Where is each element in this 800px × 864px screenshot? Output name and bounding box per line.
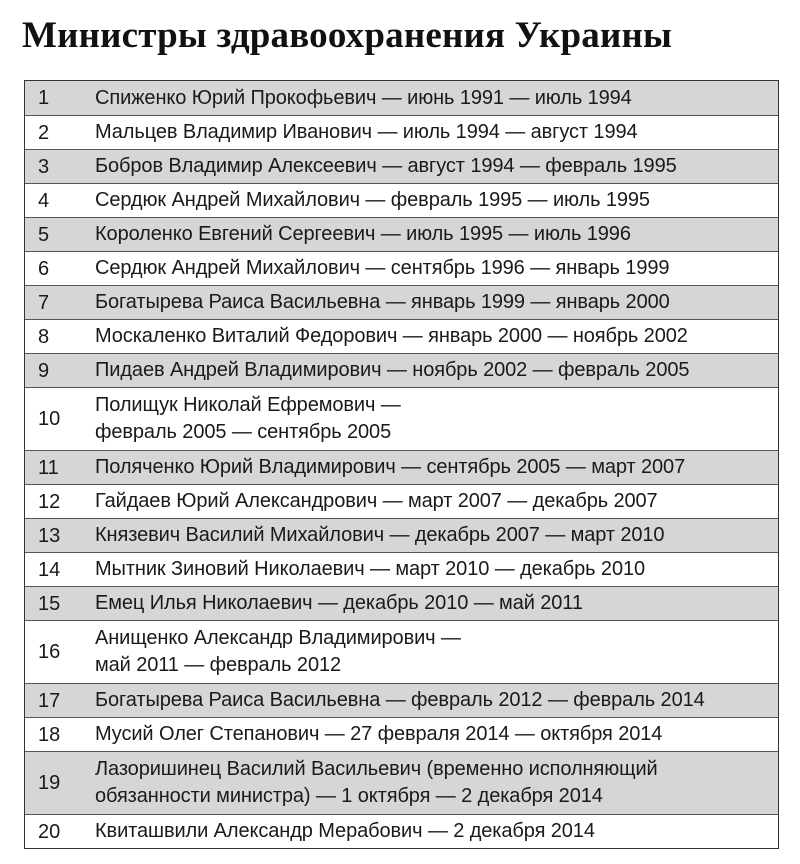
minister-entry xyxy=(95,289,778,316)
minister-entry xyxy=(95,187,778,214)
row-number: 19 xyxy=(38,772,61,794)
minister-entry-line: Спиженко Юрий Прокофьевич — июнь 1991 — июль 1994 xyxy=(95,86,632,109)
table-row xyxy=(25,217,778,251)
row-number: 6 xyxy=(38,257,50,280)
table-row xyxy=(25,183,778,217)
row-number: 15 xyxy=(38,592,61,615)
row-number: 9 xyxy=(38,359,50,382)
minister-entry-line: Князевич Василий Михайлович — декабрь 2007 — март 2010 xyxy=(95,524,665,546)
minister-entry xyxy=(95,255,778,282)
minister-entry-line: Мусий Олег Степанович — 27 февраля 2014 — октября 2014 xyxy=(95,723,663,745)
minister-entry xyxy=(95,625,778,679)
row-number: 5 xyxy=(38,223,50,246)
row-number: 2 xyxy=(38,121,50,144)
table-row xyxy=(25,620,778,683)
table-row xyxy=(25,450,778,484)
minister-entry xyxy=(95,392,778,446)
minister-entry xyxy=(95,556,778,583)
minister-entry-line: Москаленко Виталий Федорович — январь 2000 — ноябрь 2002 xyxy=(95,325,688,347)
table-row xyxy=(25,319,778,353)
minister-entry-line: Мальцев Владимир Иванович — июль 1994 — август 1994 xyxy=(95,121,638,143)
row-number: 3 xyxy=(38,155,50,178)
row-number: 17 xyxy=(38,689,61,712)
row-number: 1 xyxy=(38,87,50,109)
row-number: 18 xyxy=(38,723,61,746)
minister-entry-line: Полищук Николай Ефремович — xyxy=(95,394,401,416)
minister-entry-line: Гайдаев Юрий Александрович — март 2007 — декабрь 2007 xyxy=(95,490,658,512)
minister-entry xyxy=(95,522,778,549)
minister-entry-line: Поляченко Юрий Владимирович — сентябрь 2005 — март 2007 xyxy=(95,456,686,478)
table-row xyxy=(25,484,778,518)
ministers-table xyxy=(24,80,779,849)
minister-entry-line: Богатырева Раиса Васильевна — февраль 2012 — февраль 2014 xyxy=(95,689,705,711)
minister-entry-line: Лазоришинец Василий Васильевич (временно исполняющий xyxy=(95,758,658,780)
minister-entry-line: февраль 2005 — сентябрь 2005 xyxy=(95,421,392,443)
table-row xyxy=(25,683,778,717)
minister-entry xyxy=(95,721,778,748)
minister-entry-line: Анищенко Александр Владимирович — xyxy=(95,627,461,649)
table-row xyxy=(25,115,778,149)
row-number: 7 xyxy=(38,291,50,314)
page-title: Министры здравоохранения Украины xyxy=(22,15,673,56)
table-row xyxy=(25,518,778,552)
minister-entry xyxy=(95,153,778,180)
minister-entry-line: Квиташвили Александр Мерабович — 2 декабря 2014 xyxy=(95,820,595,842)
row-number: 10 xyxy=(38,408,61,430)
table-row xyxy=(25,81,778,115)
minister-entry-line: Мытник Зиновий Николаевич — март 2010 — декабрь 2010 xyxy=(95,558,646,580)
minister-entry xyxy=(95,756,778,810)
minister-entry xyxy=(95,590,778,617)
minister-entry-line: Короленко Евгений Сергеевич — июль 1995 — июль 1996 xyxy=(95,223,631,245)
minister-entry xyxy=(95,454,778,481)
minister-entry-line: обязанности министра) — 1 октября — 2 декабря 2014 xyxy=(95,785,603,807)
minister-entry-line: Сердюк Андрей Михайлович — февраль 1995 — июль 1995 xyxy=(95,189,650,211)
minister-entry xyxy=(95,221,778,248)
row-number: 4 xyxy=(38,189,50,212)
row-number: 13 xyxy=(38,524,61,547)
table-row xyxy=(25,814,778,848)
table-row xyxy=(25,586,778,620)
minister-entry xyxy=(95,687,778,714)
minister-entry xyxy=(95,818,778,845)
minister-entry-line: Богатырева Раиса Васильевна — январь 1999 — январь 2000 xyxy=(95,291,670,313)
minister-entry-line: Пидаев Андрей Владимирович — ноябрь 2002 — февраль 2005 xyxy=(95,359,690,381)
table-row xyxy=(25,285,778,319)
minister-entry xyxy=(95,488,778,515)
row-number: 14 xyxy=(38,558,61,581)
row-number: 8 xyxy=(38,325,50,348)
minister-entry xyxy=(95,119,778,146)
table-row xyxy=(25,552,778,586)
table-row xyxy=(25,387,778,450)
table-row xyxy=(25,251,778,285)
row-number: 11 xyxy=(38,456,59,479)
minister-entry xyxy=(95,85,778,112)
row-number: 20 xyxy=(38,820,61,843)
row-number: 12 xyxy=(38,490,61,513)
minister-entry xyxy=(95,357,778,384)
table-row xyxy=(25,717,778,751)
minister-entry xyxy=(95,323,778,350)
minister-entry-line: Емец Илья Николаевич — декабрь 2010 — май 2011 xyxy=(95,592,583,614)
minister-entry-line: Бобров Владимир Алексеевич — август 1994 — февраль 1995 xyxy=(95,155,677,177)
table-row xyxy=(25,149,778,183)
minister-entry-line: май 2011 — февраль 2012 xyxy=(95,654,342,676)
table-row xyxy=(25,353,778,387)
table-row xyxy=(25,751,778,814)
minister-entry-line: Сердюк Андрей Михайлович — сентябрь 1996 — январь 1999 xyxy=(95,257,670,279)
row-number: 16 xyxy=(38,641,61,663)
